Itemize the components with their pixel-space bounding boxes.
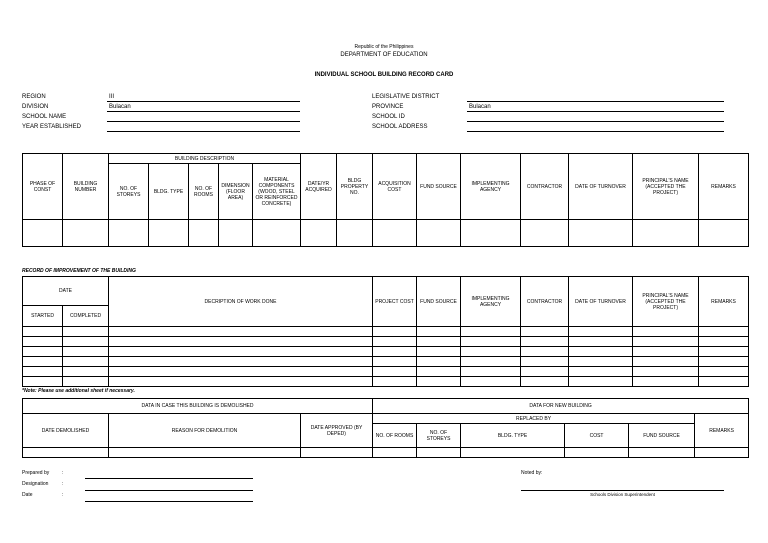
- bldg-type-header: BLDG. TYPE: [149, 164, 189, 220]
- building-table: [22, 153, 749, 247]
- year-established-label: YEAR ESTABLISHED: [22, 124, 81, 130]
- designation-label: Designation: [22, 481, 49, 487]
- department-text: DEPARTMENT OF EDUCATION: [340, 52, 428, 58]
- school-name-label: SCHOOL NAME: [22, 114, 67, 120]
- improvement-contractor-header: CONTRACTOR: [521, 277, 569, 327]
- phase-header: PHASE OF CONST: [23, 154, 63, 220]
- building-description-header: BUILDING DESCRIPTION: [109, 154, 301, 164]
- new-bldg-type-header: BLDG. TYPE: [461, 424, 565, 448]
- new-storeys-header: NO. OF STOREYS: [417, 424, 461, 448]
- date-label: Date: [22, 492, 33, 498]
- turnover-header: DATE OF TURNOVER: [569, 154, 633, 220]
- description-header: DECRIPTION OF WORK DONE: [109, 277, 373, 327]
- project-cost-header: PROJECT COST: [373, 277, 417, 327]
- school-id-field[interactable]: [467, 113, 724, 122]
- date-demolished-header: DATE DEMOLISHED: [23, 414, 109, 448]
- rooms-header: NO. OF ROOMS: [189, 164, 219, 220]
- republic-text: Republic of the Philippines: [354, 44, 414, 50]
- improvement-principal-header: PRINCIPAL'S NAME (ACCEPTED THE PROJECT): [633, 277, 699, 327]
- property-no-header: BLDG PROPERTY NO.: [337, 154, 373, 220]
- region-label: REGION: [22, 94, 46, 100]
- building-number-header: BUILDING NUMBER: [63, 154, 109, 220]
- demolition-table: [22, 398, 749, 458]
- date-approved-header: DATE APPROVED (BY DEPED): [301, 414, 373, 448]
- province-label: PROVINCE: [372, 104, 404, 110]
- remarks-header: REMARKS: [699, 154, 749, 220]
- noted-by-label: Noted by:: [521, 470, 543, 476]
- contractor-header: CONTRACTOR: [521, 154, 569, 220]
- storeys-header: NO. OF STOREYS: [109, 164, 149, 220]
- school-address-field[interactable]: [467, 123, 724, 132]
- date-line[interactable]: [85, 501, 253, 502]
- superintendent-title: Schools Division Superintendent: [590, 492, 655, 497]
- designation-colon: :: [62, 481, 64, 487]
- improvement-turnover-header: DATE OF TURNOVER: [569, 277, 633, 327]
- page-title: INDIVIDUAL SCHOOL BUILDING RECORD CARD: [314, 72, 454, 78]
- table-row[interactable]: [23, 357, 749, 367]
- prepared-by-line[interactable]: [85, 478, 253, 479]
- province-field[interactable]: Bulacan: [467, 103, 724, 112]
- principal-header: PRINCIPAL'S NAME (ACCEPTED THE PROJECT): [633, 154, 699, 220]
- year-established-field[interactable]: [107, 123, 300, 132]
- division-label: DIVISION: [22, 104, 49, 110]
- legislative-district-label: LEGISLATIVE DISTRICT: [372, 94, 440, 100]
- table-row[interactable]: [23, 220, 749, 247]
- implementing-agency-header: IMPLEMENTING AGENCY: [461, 154, 521, 220]
- demolition-remarks-header: REMARKS: [695, 414, 749, 448]
- acquisition-cost-header: ACQUISITION COST: [373, 154, 417, 220]
- table-row[interactable]: [23, 347, 749, 357]
- completed-header: COMPLETED: [63, 306, 109, 327]
- table-row[interactable]: [23, 327, 749, 337]
- school-id-label: SCHOOL ID: [372, 114, 405, 120]
- superintendent-signature-line[interactable]: [521, 490, 724, 491]
- improvement-note: *Note: Please use additional sheet if necessary.: [22, 388, 135, 394]
- date-acquired-header: DATE/YR ACQUIRED: [301, 154, 337, 220]
- improvement-agency-header: IMPLEMENTING AGENCY: [461, 277, 521, 327]
- table-row[interactable]: [23, 377, 749, 387]
- school-name-field[interactable]: [107, 113, 300, 122]
- prepared-by-colon: :: [62, 470, 64, 476]
- material-header: MATERIAL COMPONENTS (WOOD, STEEL OR REINFORCED CONCRETE): [253, 164, 301, 220]
- region-field[interactable]: III: [107, 93, 300, 102]
- prepared-by-label: Prepared by: [22, 470, 50, 476]
- improvement-table: [22, 276, 749, 387]
- improvement-section-title: RECORD OF IMPROVEMENT OF THE BUILDING: [22, 268, 136, 274]
- table-row[interactable]: [23, 448, 749, 458]
- table-row[interactable]: [23, 367, 749, 377]
- demolished-header: DATA IN CASE THIS BUILDING IS DEMOLISHED: [23, 399, 373, 414]
- new-fund-source-header: FUND SOURCE: [629, 424, 695, 448]
- improvement-fund-source-header: FUND SOURCE: [417, 277, 461, 327]
- fund-source-header: FUND SOURCE: [417, 154, 461, 220]
- legislative-district-field[interactable]: [467, 93, 724, 102]
- date-colon: :: [62, 492, 64, 498]
- school-address-label: SCHOOL ADDRESS: [372, 124, 428, 130]
- table-row[interactable]: [23, 337, 749, 347]
- dimension-header: DIMENSION (FLOOR AREA): [219, 164, 253, 220]
- new-rooms-header: NO. OF ROOMS: [373, 424, 417, 448]
- reason-header: REASON FOR DEMOLITION: [109, 414, 301, 448]
- new-cost-header: COST: [565, 424, 629, 448]
- replaced-by-header: REPLACED BY: [373, 414, 695, 424]
- started-header: STARTED: [23, 306, 63, 327]
- new-building-header: DATA FOR NEW BUILDING: [373, 399, 749, 414]
- designation-line[interactable]: [85, 490, 253, 491]
- division-field[interactable]: Bulacan: [107, 103, 300, 112]
- improvement-remarks-header: REMARKS: [699, 277, 749, 327]
- date-header: DATE: [23, 277, 109, 306]
